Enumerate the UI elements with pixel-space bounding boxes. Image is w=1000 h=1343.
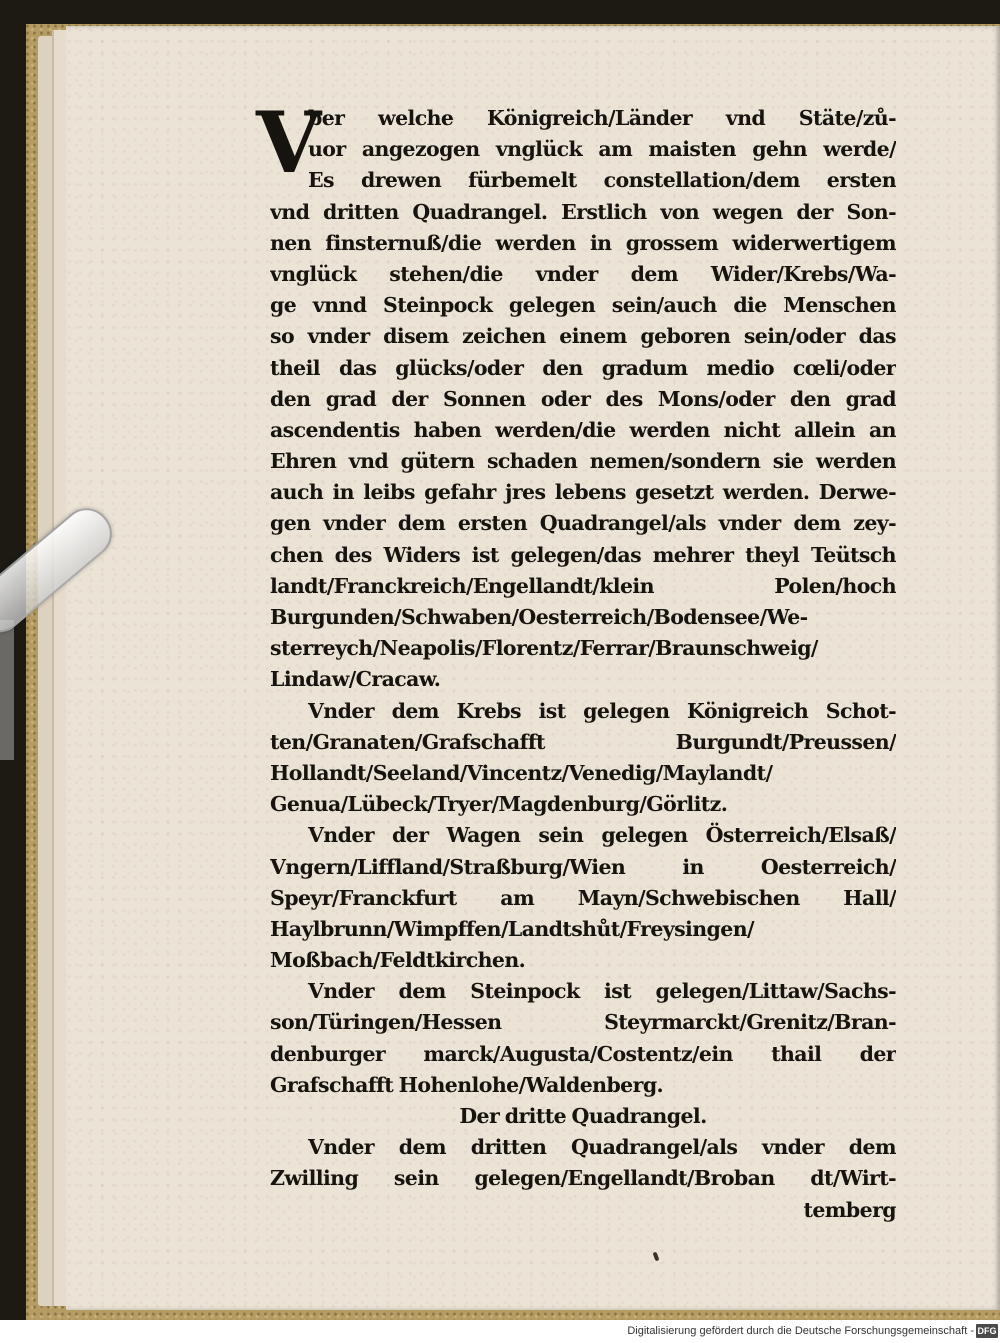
text-line-23: Genua/Lübeck/Tryer/Magdenburg/Görlitz. [270, 792, 728, 817]
text-line-2: uor angezogen vnglück am maisten gehn werde/ [308, 137, 896, 162]
text-line-11: ascendentis haben werden/die werden nicht allein an [270, 417, 896, 442]
text-line-34: Vnder dem dritten Quadrangel/als vnder dem [308, 1135, 896, 1160]
text-line-3: Es drewen fürbemelt constellation/dem ersten [308, 168, 896, 193]
text-line-13: auch in leibs gefahr jres lebens gesetzt werden. Derwe- [270, 480, 896, 505]
text-line-16: landt/Franckreich/Engellandt/klein Polen/hoch [270, 573, 896, 598]
text-line-29: Vnder dem Steinpock ist gelegen/Littaw/Sachs- [308, 979, 896, 1004]
text-line-31: denburger marck/Augusta/Costentz/ein thail der [270, 1041, 896, 1066]
text-line-10: den grad der Sonnen oder des Mons/oder den grad [270, 386, 896, 411]
text-line-30: son/Türingen/Hessen Steyrmarckt/Grenitz/Bran- [270, 1010, 896, 1035]
text-line-6: vnglück stehen/die vnder dem Wider/Krebs/Wa- [270, 261, 896, 286]
text-line-14: gen vnder dem ersten Quadrangel/als vnder dem zey- [270, 511, 896, 536]
page-text [256, 93, 896, 1226]
section-heading: Der dritte Quadrangel. [459, 1104, 707, 1128]
text-line-32: Grafschafft Hohenlohe/Waldenberg. [270, 1072, 664, 1097]
footer-bar [0, 1320, 1000, 1343]
text-line-9: theil das glücks/oder den gradum medio cœli/oder [270, 355, 896, 380]
text-line-12: Ehren vnd gütern schaden nemen/sondern sie werden [270, 449, 896, 474]
clip-reflection [0, 620, 14, 760]
text-line-28: Moßbach/Feldtkirchen. [270, 948, 526, 973]
catchword: temberg [803, 1197, 896, 1222]
text-line-24: Vnder der Wagen sein gelegen Österreich/Elsaß/ [308, 823, 896, 848]
text-line-4: vnd dritten Quadrangel. Erstlich von wegen der Son- [270, 199, 896, 224]
text-line-19: Lindaw/Cracaw. [270, 667, 441, 692]
text-line-26: Speyr/Franckfurt am Mayn/Schwebischen Hall/ [270, 885, 896, 910]
book-page [66, 26, 1000, 1310]
text-line-18: sterreych/Neapolis/Florentz/Ferrar/Braunschweig/ [270, 636, 818, 661]
ink-speck [653, 1252, 660, 1262]
text-line-25: Vngern/Liffland/Straßburg/Wien in Oesterreich/ [270, 854, 896, 879]
text-line-17: Burgunden/Schwaben/Oesterreich/Bodensee/We- [270, 605, 808, 629]
dfg-logo-icon: DFG [977, 1326, 997, 1336]
text-line-15: chen des Widers ist gelegen/das mehrer theyl Teütsch [270, 542, 896, 567]
text-line-7: ge vnnd Steinpock gelegen sein/auch die Menschen [270, 293, 896, 318]
text-line-8: so vnder disem zeichen einem geboren sein/oder das [270, 324, 896, 349]
funding-credit: Digitalisierung gefördert durch die Deutsche Forschungsgemeinschaft - [627, 1325, 974, 1337]
text-line-21: ten/Granaten/Grafschafft Burgundt/Preussen/ [270, 729, 896, 754]
text-line-27: Haylbrunn/Wimpffen/Landtshůt/Freysingen/ [270, 916, 754, 941]
text-line-5: nen finsternuß/die werden in grossem widerwertigem [270, 230, 896, 255]
text-line-1: ber welche Königreich/Länder vnd Stäte/zů- [308, 106, 896, 130]
text-line-22: Hollandt/Seeland/Vincentz/Venedig/Maylandt/ [270, 760, 773, 785]
drop-initial: V [256, 93, 321, 192]
text-line-20: Vnder dem Krebs ist gelegen Königreich Schot- [308, 698, 896, 723]
text-line-35: Zwilling sein gelegen/Engellandt/Broban dt/Wirt- [270, 1166, 896, 1191]
